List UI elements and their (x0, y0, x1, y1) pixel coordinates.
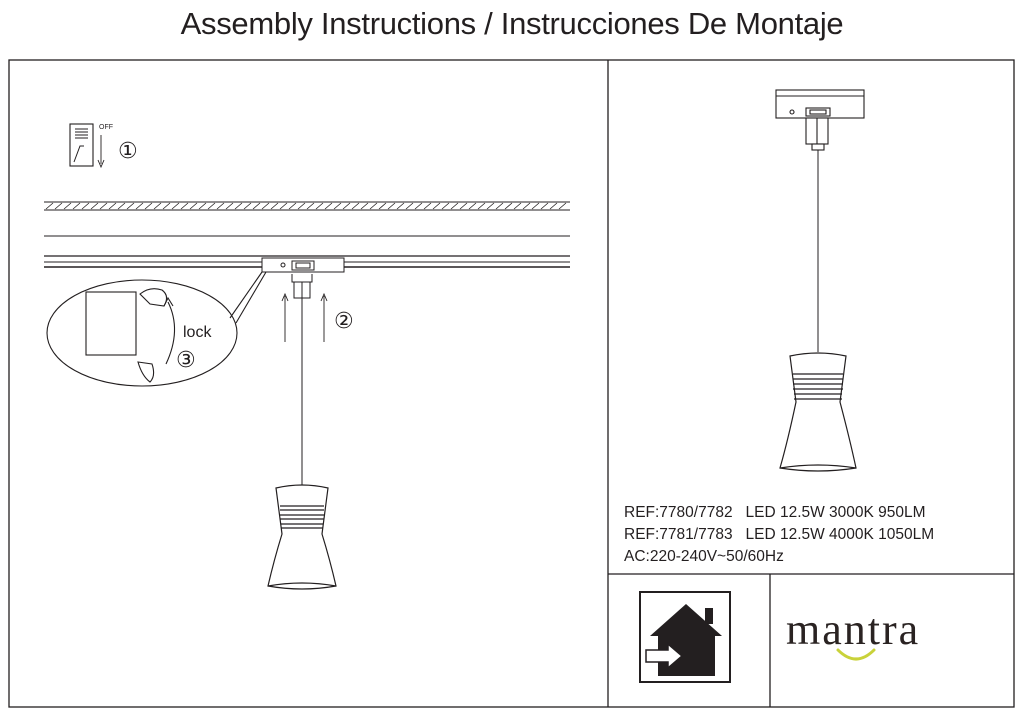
hatch-line (82, 203, 89, 209)
hatch-line (505, 203, 512, 209)
hatch-line (91, 203, 98, 209)
hatch-line (181, 203, 188, 209)
hatch-line (73, 203, 80, 209)
hatch-line (496, 203, 503, 209)
lock-label: lock (183, 324, 212, 341)
hatch-line (190, 203, 197, 209)
hatch-line (217, 203, 224, 209)
hatch-line (460, 203, 467, 209)
hatch-line (343, 203, 350, 209)
hatch-line (298, 203, 305, 209)
product-adapter (776, 90, 864, 150)
hatch-line (370, 203, 377, 209)
hatch-line (406, 203, 413, 209)
hatch-line (253, 203, 260, 209)
step-1-marker: ① (118, 139, 138, 164)
hatch-line (541, 203, 548, 209)
hatch-line (433, 203, 440, 209)
hatch-line (46, 203, 53, 209)
hatch-line (523, 203, 530, 209)
hatch-line (550, 203, 557, 209)
hatch-line (154, 203, 161, 209)
hatch-line (244, 203, 251, 209)
hatch-line (451, 203, 458, 209)
step-3-marker: ③ (176, 348, 196, 373)
hatch-line (226, 203, 233, 209)
off-label: OFF (99, 124, 113, 131)
hatch-line (109, 203, 116, 209)
spec-line-1: REF:7780/7782 LED 12.5W 3000K 950LM (624, 504, 926, 521)
spec-line-2: REF:7781/7783 LED 12.5W 4000K 1050LM (624, 526, 935, 543)
indoor-use-house-icon (640, 592, 730, 682)
brand-logo (786, 604, 920, 655)
hatch-line (127, 203, 134, 209)
hatch-line (532, 203, 539, 209)
hatch-line (478, 203, 485, 209)
hatch-line (469, 203, 476, 209)
hatch-line (172, 203, 179, 209)
hatch-line (208, 203, 215, 209)
hatch-line (262, 203, 269, 209)
hatch-line (487, 203, 494, 209)
hatch-line (136, 203, 143, 209)
hatch-line (307, 203, 314, 209)
spec-line-3: AC:220-240V~50/60Hz (624, 548, 784, 565)
hatch-line (514, 203, 521, 209)
hatch-line (271, 203, 278, 209)
hatch-line (415, 203, 422, 209)
hatch-line (55, 203, 62, 209)
hatch-line (442, 203, 449, 209)
hatch-line (379, 203, 386, 209)
hatch-line (361, 203, 368, 209)
pendant-shade-left (268, 485, 336, 589)
hatch-line (145, 203, 152, 209)
step-2-marker: ② (334, 309, 354, 334)
hatch-line (100, 203, 107, 209)
pendant-shade-right (780, 353, 856, 471)
hatch-line (334, 203, 341, 209)
hatch-line (235, 203, 242, 209)
lock-detail-callout (47, 272, 266, 386)
hatch-line (199, 203, 206, 209)
ceiling-hatching (46, 203, 566, 209)
hatch-line (352, 203, 359, 209)
hatch-line (64, 203, 71, 209)
page-title: Assembly Instructions / Instrucciones De Montaje (180, 6, 844, 41)
brand-logo-text: mantra (786, 605, 921, 654)
hatch-line (559, 203, 566, 209)
insert-arrows (282, 294, 327, 342)
hatch-line (325, 203, 332, 209)
hatch-line (163, 203, 170, 209)
hatch-line (280, 203, 287, 209)
hatch-line (316, 203, 323, 209)
hatch-line (289, 203, 296, 209)
hatch-line (424, 203, 431, 209)
track-adapter (262, 258, 344, 298)
hatch-line (118, 203, 125, 209)
hatch-line (397, 203, 404, 209)
hatch-line (388, 203, 395, 209)
